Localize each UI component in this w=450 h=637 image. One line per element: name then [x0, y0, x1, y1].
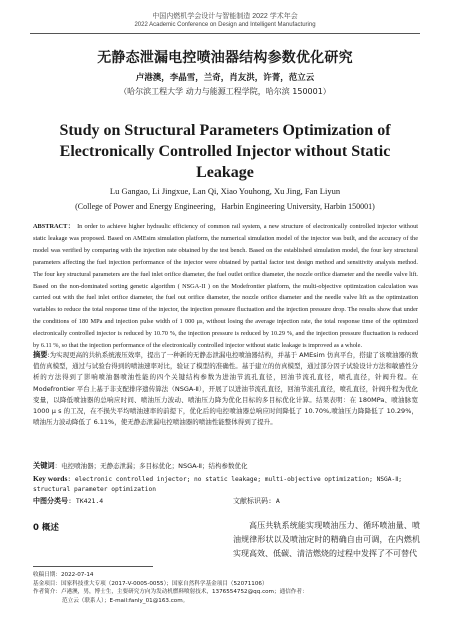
- authors-en: Lu Gangao, Li Jingxue, Lan Qi, Xiao Youhong, Xu Jing, Fan Liyun: [109, 186, 341, 196]
- doc-code-value: : A: [268, 497, 280, 505]
- clc-value: : TK421.4: [68, 497, 104, 505]
- affiliation-cn: （哈尔滨工程大学 动力与能源工程学院，哈尔滨 150001）: [119, 87, 331, 96]
- paper-title-cn: 无静态泄漏电控喷油器结构参数优化研究: [97, 50, 353, 66]
- footnote-contact: 范立云（联系人）；E-mail:fanly_01@163.com。: [62, 597, 189, 604]
- footnote-received: 收稿日期：2022-07-14: [33, 572, 94, 578]
- doc-code-label: 文献标识码: [233, 497, 268, 505]
- conference-name-en: 2022 Academic Conference on Design and Intelligent Manufacturing: [134, 22, 316, 28]
- abstract-en-text: In order to achieve higher hydraulic efficiency of common rail system, a new structure of electronically controlled injector without static leakage was proposed. Based on AMEsim simulation platform, the numerical simulation model of the injector was built, and the accuracy of the model was verified by comparing with the injection rate obtained by the test bench. Based on the established simulation model, the four key structural parameters affecting the fuel injection performance of the injector were obtained by partial factor test design method and sensitivity analysis method. The four key structural parameters are the fuel inlet orifice diameter, the fuel outlet orifice diameter, the nozzle orifice diameter and the needle valve lift. Based on the non-dominated sorting genetic algorithm ( NSGA-II ) on the Modefrontier platform, the multi-objective optimization calculation was carried out with the fuel inlet orifice diameter, the fuel out orifice diameter, the nozzle orifice diameter and the needle valve lift as the optimization variables to reduce the total response time of the injector, the injection pressure fluctuation and the injection pressure drop. The results show that under the conditions of 180 MPa and injection pulse width of 1 000 μs, without losing the average injection rate, the total response time of the optimized electronically controlled injector is reduced by 10.70 %, the injection pressure is reduced by 10.29 %, and the injection pressure fluctuation is reduced by 6.11 %, so that the injection performance of the electronically controlled injector without static leakage is improved as a whole.: [33, 223, 418, 350]
- affiliation-en: (College of Power and Energy Engineering，Harbin Engineering University, Harbin 150001): [75, 202, 375, 211]
- keywords-cn: [33, 461, 418, 471]
- authors-cn: 卢港澳，李晶雪，兰奇，肖友洪，许菁，范立云: [135, 73, 315, 83]
- section-body-text: 高压共轨系统能实现喷油压力、循环喷油量、喷油规律形状以及喷油定时的精确自由可调，在内燃机实现高效、低碳、清洁燃烧的过程中发挥了不可替代: [233, 521, 420, 559]
- abstract-en-label: ABSTRACT：: [33, 223, 75, 230]
- keywords-cn-text: ：电控喷油器；无静态泄漏；多目标优化；NSGA-Ⅱ；结构参数优化: [54, 462, 248, 470]
- keywords-en-text: : electronic controlled injector; no static leakage; multi-objective optimization; NSGA-Ⅱ; structural parameter optimization: [33, 476, 402, 493]
- footnote: [33, 571, 418, 605]
- keywords-en-label: Key words: [33, 474, 68, 483]
- keywords-cn-label: 关键词: [33, 461, 55, 470]
- abstract-cn-label: 摘要: [33, 350, 48, 359]
- footnote-funding: 基金项目：国家科技重大专项（2017-V-0005-0055）；国家自然科学基金项目（52071106）: [33, 580, 268, 587]
- section-heading-overview: 0 概述: [33, 523, 59, 533]
- conference-header: [0, 12, 450, 29]
- abstract-cn: [33, 349, 418, 428]
- footnote-author: 作者简介：卢港澳，男，博士生，主要研究方向为发动机燃料喷射技术，13765547​52@qq.com；通信作者：: [33, 589, 308, 596]
- footnote-divider: [33, 566, 153, 567]
- keywords-en: [33, 474, 418, 495]
- abstract-cn-text: :为实现更高的共轨系统液压效率，提出了一种新的无静态泄漏电控喷油器结构，并基于 AMEsim 仿真平台，搭建了该喷油器的数值仿真模型，通过与试验台得到的喷油速率对比，验证了模型的准确性。基于建立的仿真模型，通过部分因子试验设计方法和敏感性分析的方法得到了影响喷油器喷油性能的四个关键结构参数为进油节流孔直径，回油节流孔直径，喷孔直径，针阀升程。在 Modefrontier 平台上基于非支配排序遗传算法（NSGA-Ⅱ），开展了以进油节流孔直径，回油节流孔直径，喷孔直径，针阀升程为优化变量，以降低喷油器的总响应时间、喷油压力波动、喷油压力降为优化目标的多目标优化计算。结果表明：在 180MPa、喷油脉宽 1000 μ s 的工况，在不损失平均喷油速率的前提下，优化后的电控喷油器总响应时间降低了 10.70%,喷油压力降降低了 10.29%，喷油压力波动降低了 6.11%，使无静态泄漏电控喷油器的喷油性能整体得到了提升。: [33, 351, 418, 427]
- abstract-en: [33, 221, 418, 352]
- document-code: [233, 496, 280, 506]
- classification: [33, 496, 418, 506]
- header-divider: [30, 33, 420, 34]
- conference-name-cn: 中国内燃机学会设计与智能制造 2022 学术年会: [152, 13, 298, 20]
- paper-title-en: Study on Structural Parameters Optimization of Electronically Controlled Injector without Static Leakage: [59, 122, 391, 181]
- clc-label: 中图分类号: [33, 497, 68, 505]
